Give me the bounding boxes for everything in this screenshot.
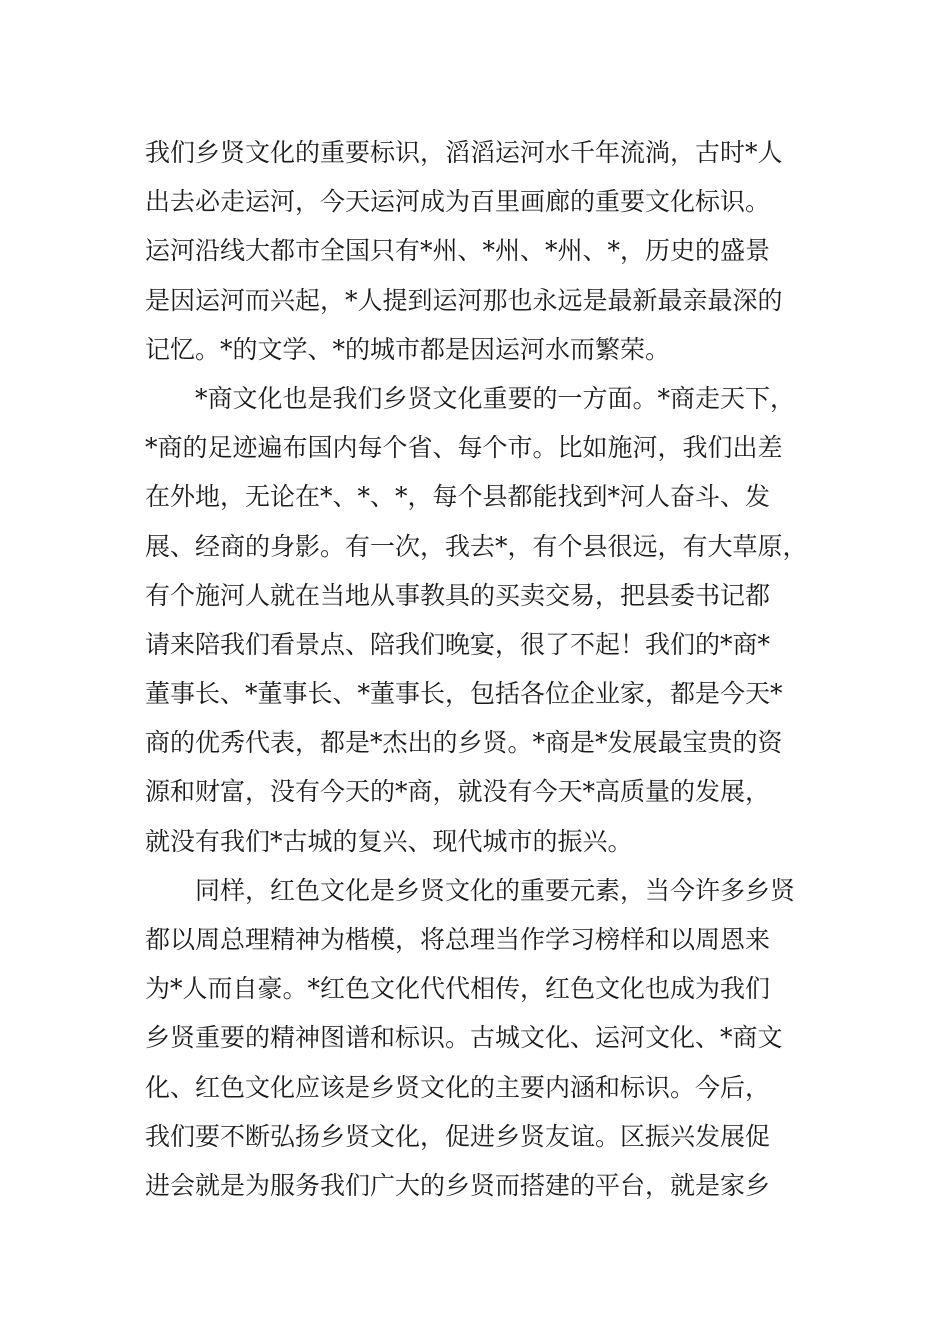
text-line: 化、红色文化应该是乡贤文化的主要内涵和标识。今后， [145, 1072, 771, 1102]
text-line: 是因运河而兴起，*人提到运河那也永远是最新最亲最深的 [145, 285, 783, 315]
text-line: 都以周总理精神为楷模，将总理当作学习榜样和以周恩来 [145, 925, 771, 954]
text-line: 有个施河人就在当地从事教具的买卖交易，把县委书记都 [145, 580, 771, 610]
text-line: 记忆。*的文学、*的城市都是因运河水而繁荣。 [145, 334, 671, 364]
text-line: 出去必走运河，今天运河成为百里画廊的重要文化标识。 [145, 187, 771, 217]
text-line: *商的足迹遍布国内每个省、每个市。比如施河，我们出差 [145, 433, 783, 463]
text-line: 进会就是为服务我们广大的乡贤而搭建的平台，就是家乡 [145, 1170, 771, 1200]
text-line: 就没有我们*古城的复兴、现代城市的振兴。 [145, 826, 633, 856]
text-line: 展、经商的身影。有一次，我去*，有个县很远，有大草原， [145, 531, 808, 561]
text-line: 同样，红色文化是乡贤文化的重要元素，当今许多乡贤 [145, 875, 796, 905]
text-line: 董事长、*董事长、*董事长，包括各位企业家，都是今天* [145, 679, 783, 709]
text-line: 运河沿线大都市全国只有*州、*州、*州、*，历史的盛景 [145, 236, 771, 266]
body-text [145, 128, 825, 1210]
text-line: *商文化也是我们乡贤文化重要的一方面。*商走天下， [145, 383, 796, 413]
text-line: 在外地，无论在*、*、*，每个县都能找到*河人奋斗、发 [145, 482, 771, 512]
text-line: 乡贤重要的精神图谱和标识。古城文化、运河文化、*商文 [145, 1023, 783, 1053]
text-line: 为*人而自豪。*红色文化代代相传，红色文化也成为我们 [145, 974, 771, 1004]
text-line: 商的优秀代表，都是*杰出的乡贤。*商是*发展最宝贵的资 [145, 728, 783, 758]
text-line: 请来陪我们看景点、陪我们晚宴，很了不起！我们的*商* [145, 629, 771, 659]
text-line: 源和财富，没有今天的*商，就没有今天*高质量的发展， [145, 777, 771, 807]
text-line: 我们乡贤文化的重要标识，滔滔运河水千年流淌，古时*人 [145, 138, 783, 167]
text-line: 我们要不断弘扬乡贤文化，促进乡贤友谊。区振兴发展促 [145, 1121, 771, 1151]
